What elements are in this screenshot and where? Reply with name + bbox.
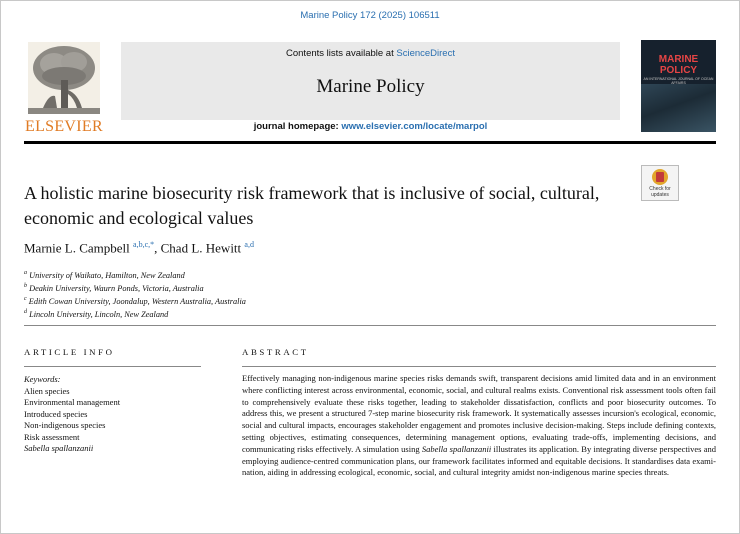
elsevier-logo[interactable] <box>24 42 104 134</box>
abstract-text-part1: Effectively managing non-indigenous marine species risks demands swift, transparent decisions amid limited data and in an environment where conflicting interest across environmental, economic, social, and cultural realms exists. Conventional risk assessment tools often fail to comprehensively evaluate these risks together, leading to stakeholder dissatisfaction, conflicts and poor biosecurity outcomes. To address this, we present a structured 7-step marine biosecurity risk framework. It systematically assesses incursion's ecological, economic, social and cultural impacts, encourages stakeholder engagement and promotes inclusive decision-making. Steps include defining contexts, setting objectives, estimating consequences, determining management options, evaluating trade-offs, implementing decisions, and communicating risks effectively. A simulation using <box>242 373 716 454</box>
keywords-list <box>24 374 120 455</box>
abstract-text-part2: illustrates its application. By integrating diverse perspectives and employing audience-centred communication plans, our framework facilitates informed and equitable decisions. It standardises data examination, aiding in addressing ecological, economic, social, and cultural integrity amidst non-indigenous marine species threats. <box>242 443 716 478</box>
cover-title-line1: MARINE <box>658 54 699 65</box>
journal-cover-image[interactable] <box>641 40 716 132</box>
author-affiliation-marks[interactable]: a,b,c,* <box>133 240 155 249</box>
keyword-item: Introduced species <box>24 408 88 419</box>
author-separator: , <box>154 240 161 256</box>
section-rule <box>24 325 716 326</box>
keyword-item: Environmental management <box>24 397 121 407</box>
keywords-label: Keywords: <box>24 374 61 384</box>
author-name[interactable]: Marnie L. Campbell <box>24 240 130 256</box>
homepage-label: journal homepage: <box>253 121 342 132</box>
affiliations <box>24 268 246 320</box>
cover-title <box>641 54 716 76</box>
author-name[interactable]: Chad L. Hewitt <box>160 240 242 256</box>
affiliation-item: $^b$ Deakin University, Waurn Ponds, Victoria, Australia <box>24 283 204 293</box>
abstract-heading: ABSTRACT <box>242 347 309 357</box>
check-updates-line1: Check for <box>649 186 671 192</box>
affiliation-item: $^d$ Lincoln University, Lincoln, New Zealand <box>24 309 169 319</box>
homepage-line <box>121 121 620 132</box>
header-rule <box>24 141 716 144</box>
sciencedirect-link[interactable]: ScienceDirect <box>396 48 455 59</box>
cover-subtitle: AN INTERNATIONAL JOURNAL OF OCEAN AFFAIRS <box>643 77 714 85</box>
author-list <box>24 240 254 256</box>
contents-line <box>121 48 620 59</box>
keyword-item: Non-indigenous species <box>24 420 106 430</box>
keyword-item: Alien species <box>24 385 70 396</box>
elsevier-tree-icon <box>28 42 100 114</box>
journal-name: Marine Policy <box>316 76 425 97</box>
keyword-item: Risk assessment <box>24 431 80 442</box>
article-info-heading: ARTICLE INFO <box>24 347 115 357</box>
journal-reference-link[interactable]: Marine Policy 172 (2025) 106511 <box>300 10 440 21</box>
abstract-rule <box>242 366 716 367</box>
author-affiliation-marks[interactable]: a,d <box>244 240 254 249</box>
affiliation-item: $^a$ University of Waikato, Hamilton, New Zealand <box>24 270 185 280</box>
check-for-updates-button[interactable] <box>641 165 679 201</box>
elsevier-wordmark: ELSEVIER <box>25 118 103 135</box>
article-title: A holistic marine biosecurity risk framework that is inclusive of social, cultural, economic and ecological values <box>24 183 600 228</box>
cover-title-line2: POLICY <box>659 65 698 76</box>
keyword-item: Sabella spallanzanii <box>24 443 94 453</box>
abstract-body <box>242 373 716 479</box>
homepage-link[interactable]: www.elsevier.com/locate/marpol <box>341 121 488 132</box>
cover-ocean-image <box>641 84 716 132</box>
check-updates-line2: updates <box>651 192 669 198</box>
contents-prefix: Contents lists available at <box>286 48 397 59</box>
check-updates-icon <box>652 169 668 185</box>
article-info-rule <box>24 366 201 367</box>
abstract-species-name: Sabella spallanzanii <box>421 443 492 454</box>
check-updates-label <box>642 186 678 198</box>
affiliation-item: $^c$ Edith Cowan University, Joondalup, Western Australia, Australia <box>24 296 246 306</box>
